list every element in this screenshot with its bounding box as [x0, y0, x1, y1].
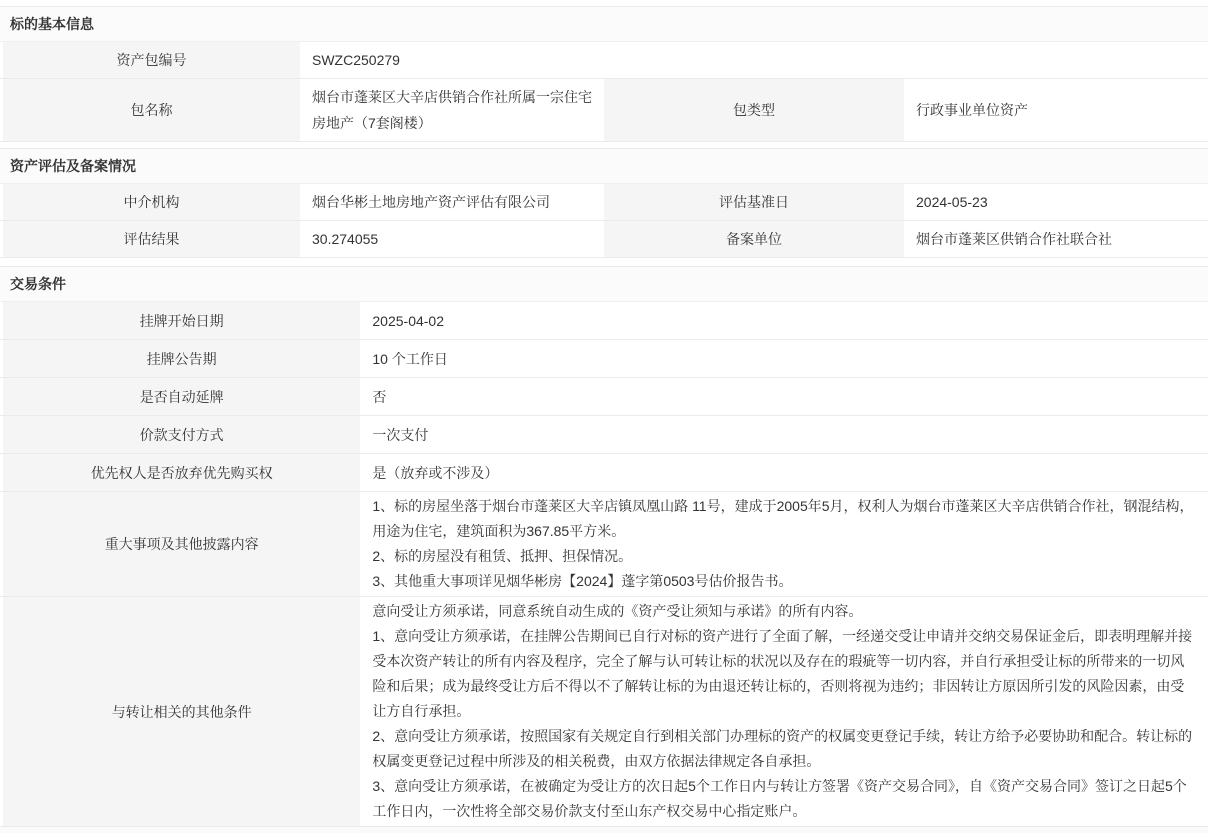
filing-unit-label: 备案单位: [604, 221, 906, 257]
agency-label: 中介机构: [0, 184, 302, 220]
priority-waiver-value: 是（放弃或不涉及）: [362, 454, 1208, 491]
other-conditions-label: 与转让相关的其他条件: [0, 597, 362, 826]
table-row: [0, 416, 1208, 454]
table-row: [0, 184, 1208, 221]
table-row: [0, 492, 1208, 597]
section-evaluation: [0, 148, 1208, 258]
base-date-label: 评估基准日: [604, 184, 906, 220]
eval-result-label: 评估结果: [0, 221, 302, 257]
table-row: [0, 79, 1208, 142]
payment-method-label: 价款支付方式: [0, 416, 362, 453]
table-row: [0, 454, 1208, 492]
other-conditions-value: [362, 597, 1208, 826]
major-matters-value: [362, 492, 1208, 596]
package-name-label: 包名称: [0, 79, 302, 141]
package-type-value: 行政事业单位资产: [906, 79, 1208, 141]
package-number-value: SWZC250279: [302, 42, 1208, 78]
table-row: [0, 42, 1208, 79]
other-conditions-paragraph: 意向受让方须承诺，同意系统自动生成的《资产受让须知与承诺》的所有内容。: [372, 603, 863, 619]
next-section-partial: [0, 827, 1208, 833]
table-row: [0, 340, 1208, 378]
base-date-value: 2024-05-23: [906, 184, 1208, 220]
major-matters-label: 重大事项及其他披露内容: [0, 492, 362, 596]
section-evaluation-title: 资产评估及备案情况: [0, 149, 1208, 184]
major-matters-paragraph: 2、标的房屋没有租赁、抵押、担保情况。: [372, 548, 633, 564]
listing-start-date-value: 2025-04-02: [362, 302, 1208, 339]
other-conditions-paragraph: 2、意向受让方须承诺，按照国家有关规定自行到相关部门办理标的资产的权属变更登记手续，转让方给予必要协助和配合。转让标的权属变更登记过程中所涉及的相关税费，由双方依据法律规定各自承担。: [372, 728, 1193, 769]
eval-result-value: 30.274055: [302, 221, 604, 257]
auto-extend-label: 是否自动延牌: [0, 378, 362, 415]
section-basic-info: [0, 6, 1208, 142]
auto-extend-value: 否: [362, 378, 1208, 415]
major-matters-paragraph: 1、标的房屋坐落于烟台市蓬莱区大辛店镇凤凰山路 11号，建成于2005年5月，权利人为烟台市蓬莱区大辛店供销合作社，钢混结构，用途为住宅，建筑面积为367.85平方米。: [372, 498, 1194, 539]
section-trade-conditions-title: 交易条件: [0, 267, 1208, 302]
filing-unit-value: 烟台市蓬莱区供销合作社联合社: [906, 221, 1208, 257]
section-basic-info-title: 标的基本信息: [0, 7, 1208, 42]
listing-start-date-label: 挂牌开始日期: [0, 302, 362, 339]
table-row: [0, 302, 1208, 340]
package-name-value: 烟台市蓬莱区大辛店供销合作社所属一宗住宅房地产（7套阁楼）: [302, 79, 604, 141]
table-row: [0, 597, 1208, 827]
section-trade-conditions: [0, 266, 1208, 827]
priority-waiver-label: 优先权人是否放弃优先购买权: [0, 454, 362, 491]
agency-value: 烟台华彬土地房地产资产评估有限公司: [302, 184, 604, 220]
table-row: [0, 221, 1208, 258]
other-conditions-paragraph: 1、意向受让方须承诺，在挂牌公告期间已自行对标的资产进行了全面了解，一经递交受让申请并交纳交易保证金后，即表明理解并接受本次资产转让的所有内容及程序，完全了解与认可转让标的状况以及存在的瑕疵等一切内容，并自行承担受让标的所带来的一切风险和后果；成为最终受让方后不得以不了解转让标的为由退还转让标的，否则将视为违约；非因转让方原因所引发的风险因素，由受让方自行承担。: [372, 628, 1193, 719]
package-type-label: 包类型: [604, 79, 906, 141]
package-number-label: 资产包编号: [0, 42, 302, 78]
notice-period-value: 10 个工作日: [362, 340, 1208, 377]
other-conditions-paragraph: 3、意向受让方须承诺，在被确定为受让方的次日起5个工作日内与转让方签署《资产交易合同》，自《资产交易合同》签订之日起5个工作日内，一次性将全部交易价款支付至山东产权交易中心指定账户。: [372, 778, 1187, 819]
notice-period-label: 挂牌公告期: [0, 340, 362, 377]
major-matters-paragraph: 3、其他重大事项详见烟华彬房【2024】蓬字第0503号估价报告书。: [372, 573, 793, 589]
table-row: [0, 378, 1208, 416]
payment-method-value: 一次支付: [362, 416, 1208, 453]
